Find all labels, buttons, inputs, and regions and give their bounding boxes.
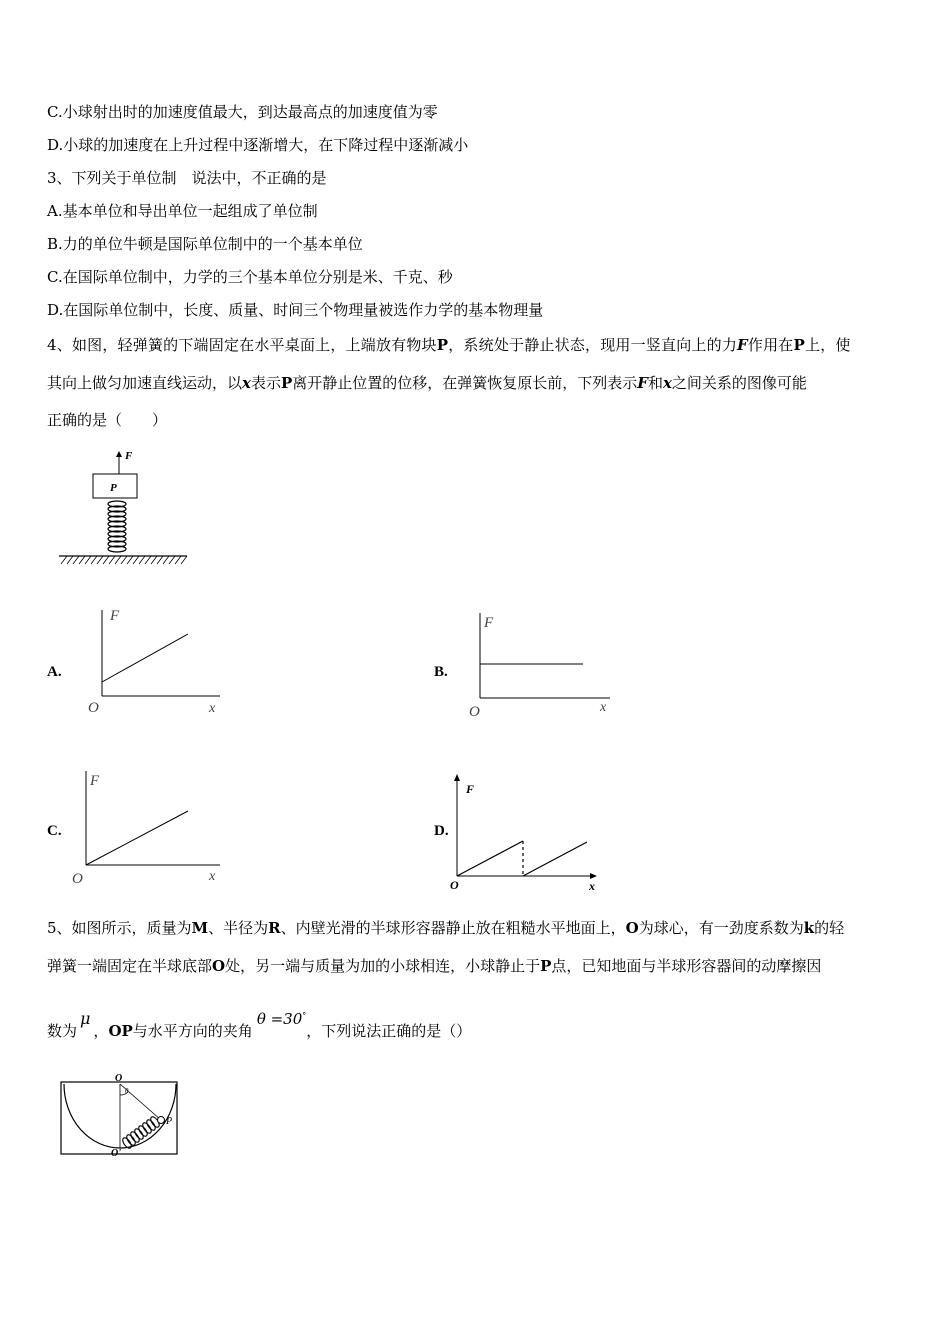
mu-symbol: μ [80, 1009, 91, 1028]
q3-option-b: B.力的单位牛顿是国际单位制中的一个基本单位 [47, 235, 363, 253]
p-label: P [166, 1116, 173, 1127]
q4-option-a-label[interactable]: A. [47, 664, 62, 680]
ball-p [158, 1117, 165, 1124]
q4-option-c-graph[interactable] [68, 765, 228, 890]
origin-label: O [72, 871, 83, 887]
x-axis-label: x [600, 700, 607, 715]
q4-option-c-label[interactable]: C. [47, 823, 62, 839]
q5-stem-line3: 数为μ，OP与水平方向的夹角θ =30°，下列说法正确的是（） [47, 1009, 472, 1040]
table-hatching [61, 556, 187, 564]
q4-stem-line2: 其向上做匀加速直线运动，以x表示P离开静止位置的位移，在弹簧恢复原长前，下列表示F和x之间关系的图像可能 [47, 374, 807, 392]
q3-option-c: C.在国际单位制中，力学的三个基本单位分别是米、千克、秒 [47, 268, 453, 286]
q2-option-c: C.小球射出时的加速度值最大，到达最高点的加速度值为零 [47, 103, 438, 121]
q5-stem-line1: 5、如图所示，质量为M、半径为R、内壁光滑的半球形容器静止放在粗糙水平地面上，O为球心，有一劲度系数为k的轻 [47, 919, 845, 937]
y-axis-label: F [466, 782, 475, 796]
graph-line [102, 634, 188, 682]
spring-coil [108, 501, 126, 552]
y-axis-label: F [90, 773, 100, 789]
q4-option-a-graph[interactable] [80, 600, 230, 720]
q4-spring-figure [55, 448, 195, 570]
q4-block-label: P [110, 482, 117, 494]
q5-hemisphere-figure [55, 1068, 185, 1160]
q4-option-b-label[interactable]: B. [434, 664, 448, 680]
q4-option-d-label[interactable]: D. [434, 823, 449, 839]
origin-label: O [450, 878, 459, 892]
x-axis-label: x [209, 701, 216, 716]
q3-stem: 3、下列关于单位制 说法中，不正确的是 [47, 169, 327, 187]
bottom-o-label: O' [111, 1148, 121, 1159]
theta-expression: θ =30° [256, 1010, 307, 1028]
q4-option-d-graph[interactable] [445, 770, 610, 895]
theta-label: θ [125, 1087, 129, 1095]
q4-option-b-graph[interactable] [460, 605, 620, 725]
q2-option-d: D.小球的加速度在上升过程中逐渐增大，在下降过程中逐渐减小 [47, 136, 469, 154]
graph-line-1 [457, 841, 523, 876]
spring-coil [121, 1115, 161, 1149]
q3-option-d: D.在国际单位制中，长度、质量、时间三个物理量被选作力学的基本物理量 [47, 301, 544, 319]
q4-stem-line3: 正确的是（ ） [47, 411, 168, 429]
y-axis-label: F [484, 615, 494, 631]
origin-label: O [469, 704, 480, 720]
q3-option-a: A.基本单位和导出单位一起组成了单位制 [47, 202, 318, 220]
q4-stem-line1: 4、如图，轻弹簧的下端固定在水平桌面上，上端放有物块P，系统处于静止状态，现用一竖直向上的力F作用在P上，使 [47, 336, 851, 354]
origin-label: O [88, 700, 99, 716]
x-axis-label: x [209, 869, 216, 884]
x-axis-label: x [589, 879, 595, 893]
top-o-label: O [115, 1073, 123, 1084]
q4-force-label: F [125, 450, 133, 462]
graph-line [86, 811, 188, 865]
q5-stem-line2: 弹簧一端固定在半球底部O处，另一端与质量为加的小球相连，小球静止于P点，已知地面与半球形容器间的动摩擦因 [47, 957, 822, 975]
y-axis-label: F [110, 608, 120, 624]
graph-line-2 [523, 842, 587, 876]
